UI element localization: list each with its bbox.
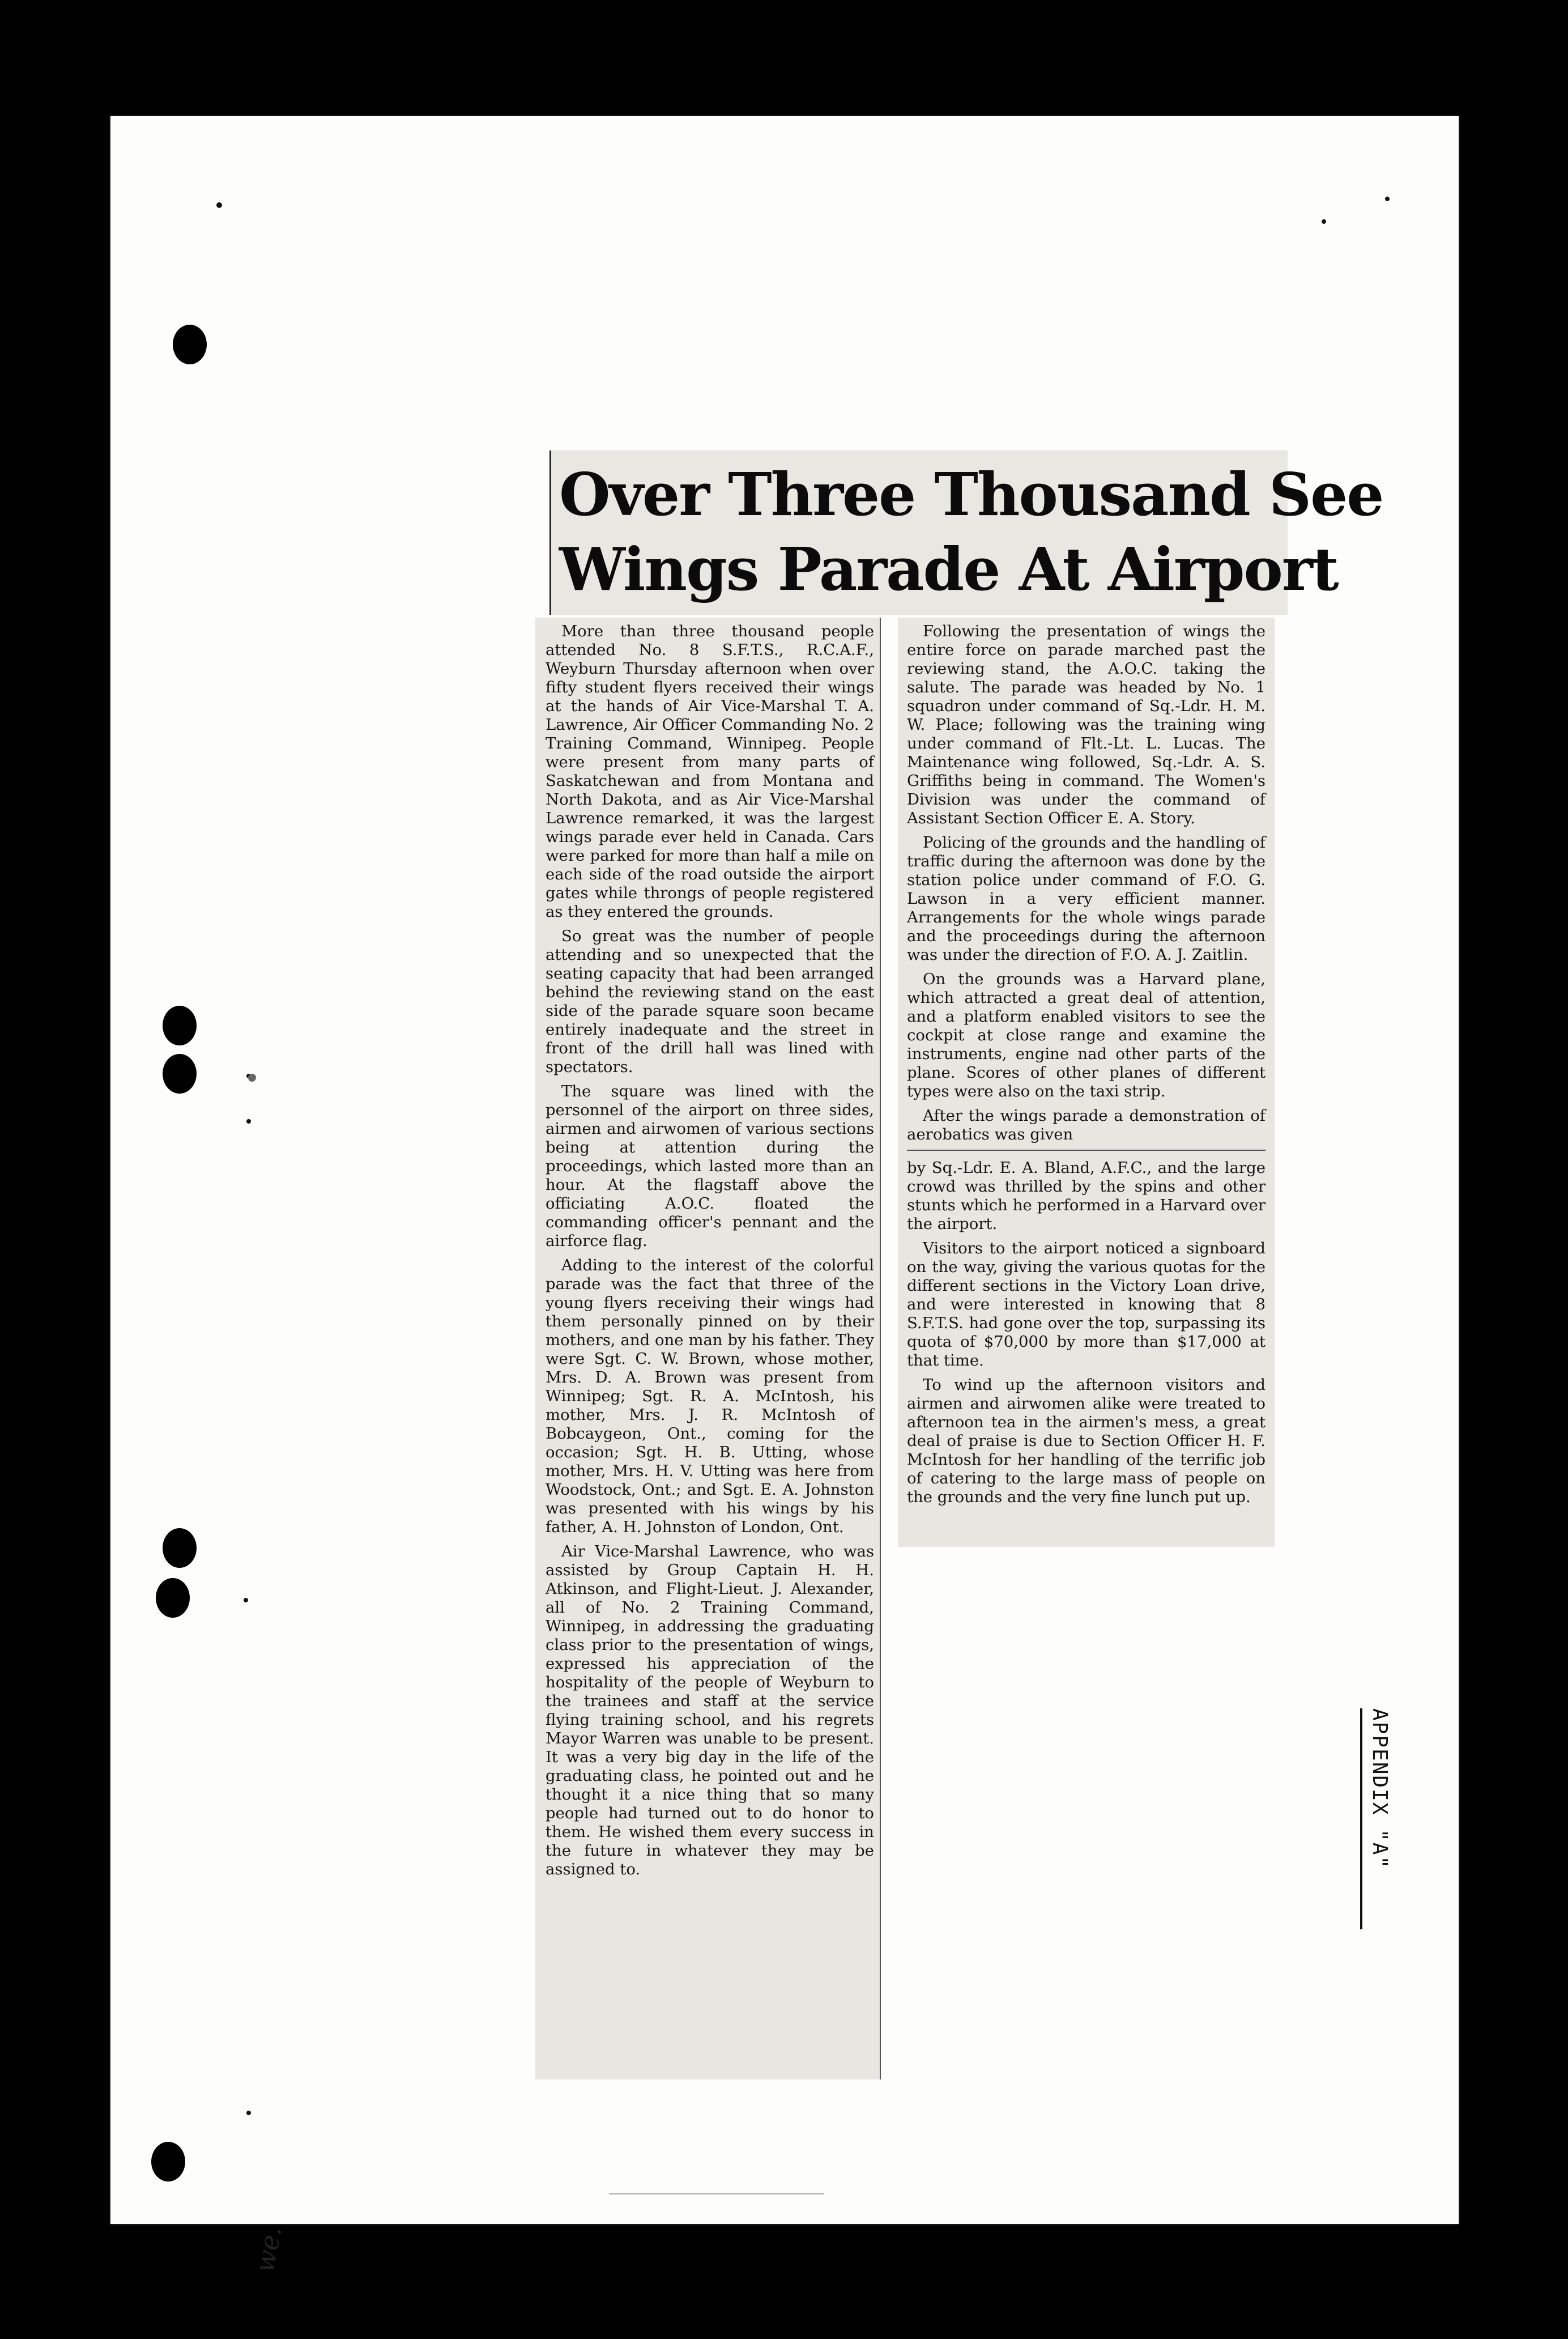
article-paragraph: The square was lined with the personnel of the airport on three sides, airmen and airwomen of various sections being at attention during the proceedings, which lasted more than an hour. At the flagstaff above the officiating A.O.C. floated the commanding officer's pennant and the airforce flag. [546,1082,874,1250]
handwritten-initials: we. [249,2224,288,2275]
article-paragraph: by Sq.-Ldr. E. A. Bland, A.F.C., and the large crowd was thrilled by the spins and other stunts which he performed in a Harvard over the airport. [907,1159,1266,1233]
punch-hole [163,1006,197,1045]
column-rule [907,1150,1266,1151]
appendix-label: APPENDIX "A" [1360,1708,1396,1929]
punch-hole [173,325,207,364]
article-paragraph: More than three thousand people attended No. 8 S.F.T.S., R.C.A.F., Weyburn Thursday afternoon when over fifty student flyers received their wings at the hands of Air Vice-Marshal T. A. Lawrence, Air Officer Commanding No. 2 Training Command, Winnipeg. People were present from many parts of Saskatchewan and from Montana and North Dakota, and as Air Vice-Marshal Lawrence remarked, it was the largest wings parade ever held in Canada. Cars were parked for more than half a mile on each side of the road outside the airport gates while throngs of people registered as they entered the grounds. [546,622,874,921]
article-paragraph: Visitors to the airport noticed a signboard on the way, giving the various quotas for the different sections in the Victory Loan drive, and were interested in knowing that 8 S.F.T.S. had gone over the top, surpassing its quota of $70,000 by more than $17,000 at that time. [907,1239,1266,1370]
speck [246,1119,251,1124]
headline-line-2: Wings Parade At Airport [559,534,1338,604]
speck [1322,219,1326,224]
document-page [110,116,1459,2275]
punch-hole [163,1528,197,1568]
article-paragraph: On the grounds was a Harvard plane, which attracted a great deal of attention, and a platform enabled visitors to see the cockpit at close range and examine the instruments, engine nad other parts of the plane. Scores of other planes of different types were also on the taxi strip. [907,970,1266,1100]
article-paragraph: After the wings parade a demonstration of aerobatics was given [907,1107,1266,1143]
punch-hole [163,1054,197,1094]
article-column-left [535,618,881,2079]
speck [246,2111,251,2115]
speck [248,1074,256,1082]
speck [244,1598,248,1602]
article-paragraph: Following the presentation of wings the entire force on parade marched past the reviewing stand, the A.O.C. taking the salute. The parade was headed by No. 1 squadron under command of Sq.-Ldr. H. M. W. Place; following was the training wing under command of Flt.-Lt. L. Lucas. The Maintenance wing followed, Sq.-Ldr. A. S. Griffiths being in command. The Women's Division was under the command of Assistant Section Officer E. A. Story. [907,622,1266,827]
headline-line-1: Over Three Thousand See [559,460,1383,529]
speck [216,202,222,208]
article-paragraph: So great was the number of people attending and so unexpected that the seating capacity that had been arranged behind the reviewing stand on the east side of the parade square soon became entirely inadequate and the street in front of the drill hall was lined with spectators. [546,927,874,1076]
speck [1385,197,1390,201]
headline-block [549,450,1383,615]
headline [559,457,1383,607]
article-paragraph: Air Vice-Marshal Lawrence, who was assisted by Group Captain H. H. Atkinson, and Flight-Lieut. J. Alexander, all of No. 2 Training Command, Winnipeg, in addressing the graduating class prior to the presentation of wings, expressed his appreciation of the hospitality of the people of Weyburn to the trainees and staff at the service flying training school, and his regrets Mayor Warren was unable to be present. It was a very big day in the life of the graduating class, he pointed out and he thought it a nice thing that so many people had turned out to do honor to them. He wished them every success in the future in whatever they may be assigned to. [546,1542,874,1878]
punch-hole [156,1578,190,1618]
article-paragraph: Adding to the interest of the colorful parade was the fact that three of the young flyers receiving their wings had them personally pinned on by their mothers, and one man by his father. They were Sgt. C. W. Brown, whose mother, Mrs. D. A. Brown was present from Winnipeg; Sgt. R. A. McIntosh, his mother, Mrs. J. R. McIntosh of Bobcaygeon, Ont., coming for the occasion; Sgt. H. B. Utting, whose mother, Mrs. H. V. Utting was here from Woodstock, Ont.; and Sgt. E. A. Johnston was presented with his wings by his father, A. H. Johnston of London, Ont. [546,1256,874,1536]
article-column-right [898,618,1275,1547]
pencil-mark [609,2193,824,2195]
punch-hole [151,2142,185,2181]
article-paragraph: To wind up the afternoon visitors and airmen and airwomen alike were treated to afternoon tea in the airmen's mess, a great deal of praise is due to Section Officer H. F. McIntosh for her handling of the terrific job of catering to the large mass of people on the grounds and the very fine lunch put up. [907,1376,1266,1506]
article-paragraph: Policing of the grounds and the handling of traffic during the afternoon was done by the station police under command of F.O. G. Lawson in a very efficient manner. Arrangements for the whole wings parade and the proceedings during the afternoon was under the direction of F.O. A. J. Zaitlin. [907,833,1266,964]
